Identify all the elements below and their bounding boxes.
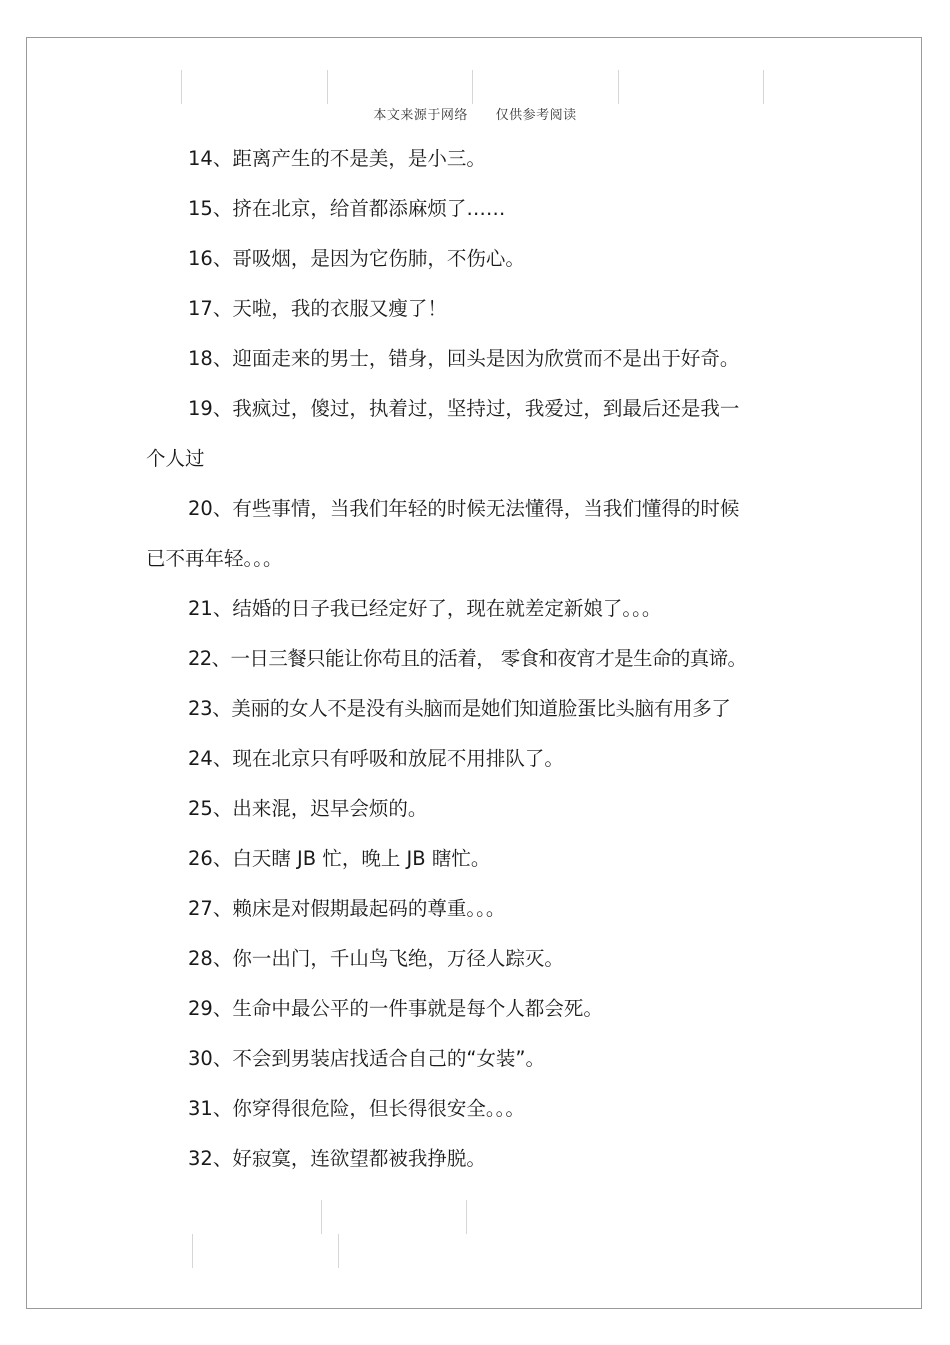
list-item: 31、你穿得很危险，但长得很安全。。。 bbox=[188, 1097, 525, 1120]
list-item: 17、天啦，我的衣服又瘦了！ bbox=[188, 297, 447, 320]
joke-list bbox=[146, 134, 796, 1184]
decor-rule bbox=[321, 1200, 322, 1234]
decor-rule bbox=[466, 1200, 467, 1234]
decor-rule bbox=[327, 70, 328, 104]
list-item: 32、好寂寞，连欲望都被我挣脱。 bbox=[188, 1147, 486, 1170]
decor-rule bbox=[472, 70, 473, 104]
list-item: 28、你一出门，千山鸟飞绝，万径人踪灭。 bbox=[188, 947, 564, 970]
list-item: 23、美丽的女人不是没有头脑而是她们知道脸蛋比头脑有用多了 bbox=[188, 697, 731, 720]
decor-rule bbox=[338, 1234, 339, 1268]
list-item: 16、哥吸烟，是因为它伤肺，不伤心。 bbox=[188, 247, 525, 270]
list-item: 22、一日三餐只能让你苟且的活着， 零食和夜宵才是生命的真谛。 bbox=[188, 647, 747, 670]
list-item: 25、出来混，迟早会烦的。 bbox=[188, 797, 428, 820]
decor-rule bbox=[192, 1234, 193, 1268]
list-item-line: 19、我疯过，傻过，执着过，坚持过，我爱过，到最后还是我一 bbox=[188, 397, 740, 420]
list-item bbox=[146, 384, 796, 484]
list-item: 15、挤在北京，给首都添麻烦了…… bbox=[188, 197, 506, 220]
list-item: 29、生命中最公平的一件事就是每个人都会死。 bbox=[188, 997, 603, 1020]
list-item-line: 已不再年轻。。。 bbox=[146, 547, 283, 570]
list-item: 14、距离产生的不是美，是小三。 bbox=[188, 147, 486, 170]
decor-rule bbox=[618, 70, 619, 104]
list-item: 24、现在北京只有呼吸和放屁不用排队了。 bbox=[188, 747, 564, 770]
list-item: 27、赖床是对假期最起码的尊重。。。 bbox=[188, 897, 506, 920]
list-item-line: 个人过 bbox=[146, 447, 205, 470]
source-note: 本文来源于网络 仅供参考阅读 bbox=[373, 108, 577, 123]
list-item bbox=[146, 484, 796, 584]
decor-rule bbox=[181, 70, 182, 104]
list-item: 30、不会到男装店找适合自己的“女装”。 bbox=[188, 1047, 546, 1070]
list-item-line: 20、有些事情，当我们年轻的时候无法懂得，当我们懂得的时候 bbox=[188, 497, 740, 520]
list-item: 21、结婚的日子我已经定好了，现在就差定新娘了。。。 bbox=[188, 597, 662, 620]
list-item: 18、迎面走来的男士，错身，回头是因为欣赏而不是出于好奇。 bbox=[188, 347, 740, 370]
list-item: 26、白天瞎 JB 忙，晚上 JB 瞎忙。 bbox=[188, 847, 491, 870]
decor-rule bbox=[763, 70, 764, 104]
